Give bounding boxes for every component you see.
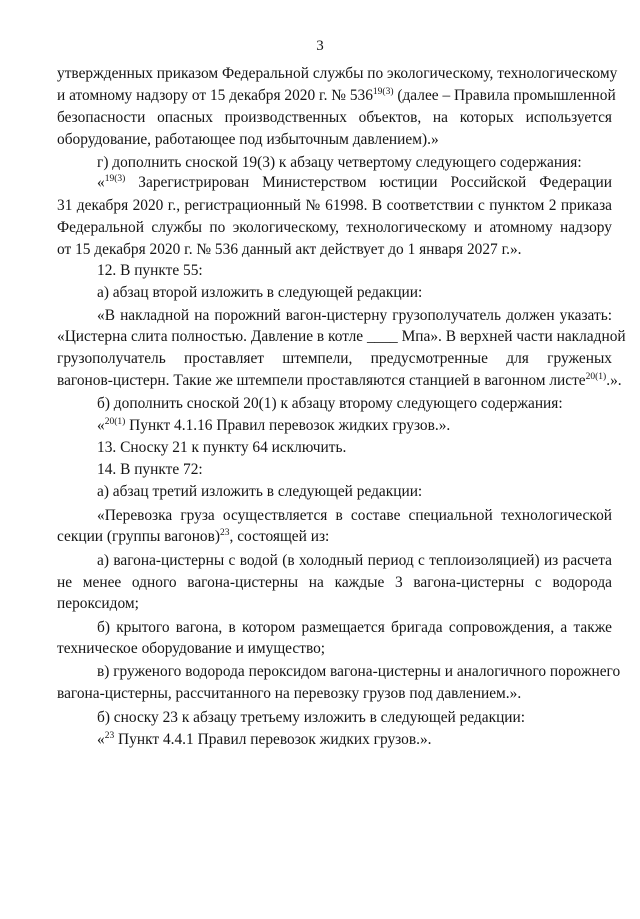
text-line <box>57 684 612 704</box>
text-run: безопасности опасных производственных объектов, на которых используется <box>57 109 612 126</box>
text-line <box>97 482 612 502</box>
text-run: а) абзац второй изложить в следующей редакции: <box>97 284 423 301</box>
text-run: Федеральной службы по экологическому, технологическому и атомному надзору <box>57 219 612 236</box>
footnote-marker: 20(1) <box>104 417 126 427</box>
text-run: оборудование, работающее под избыточным давлением).» <box>57 131 439 148</box>
text-line <box>97 460 612 480</box>
text-line <box>57 240 612 260</box>
text-line <box>97 283 612 303</box>
text-run: 13. Сноску 21 к пункту 64 исключить. <box>97 439 347 456</box>
text-line <box>57 639 612 659</box>
text-run: секции (группы вагонов) <box>57 528 221 545</box>
footnote-marker: 23 <box>220 528 230 538</box>
text-run: Зарегистрирован Министерством юстиции Российской Федерации <box>125 174 612 191</box>
text-run: от 15 декабря 2020 г. № 536 данный акт действует до 1 января 2027 г.». <box>57 241 522 258</box>
text-run: грузополучатель проставляет штемпели, предусмотренные для груженых <box>57 350 612 367</box>
text-run: вагона-цистерны, рассчитанного на перевозку грузов под давлением.». <box>57 685 522 702</box>
text-run: б) сноску 23 к абзацу третьему изложить в следующей редакции: <box>97 709 526 726</box>
text-line <box>57 371 622 391</box>
footnote-marker: 19(3) <box>372 87 394 97</box>
text-line <box>97 506 612 526</box>
text-line <box>57 573 612 593</box>
text-line <box>57 130 612 150</box>
text-run: 14. В пункте 72: <box>97 461 203 478</box>
text-line <box>97 394 612 414</box>
text-run: «В накладной на порожний вагон-цистерну грузополучатель должен указать: <box>97 307 612 324</box>
text-run: .». <box>606 372 622 389</box>
text-run: 31 декабря 2020 г., регистрационный № 61998. В соответствии с пунктом 2 приказа <box>57 197 612 214</box>
text-run: « <box>97 731 105 748</box>
text-line <box>97 730 612 750</box>
text-run: (далее – Правила промышленной <box>393 87 616 104</box>
text-run: и атомному надзору от 15 декабря 2020 г. № 536 <box>57 87 373 104</box>
text-run: 12. В пункте 55: <box>97 262 203 279</box>
text-run: пероксидом; <box>57 595 139 612</box>
text-run: б) крытого вагона, в котором размещается бригада сопровождения, а также <box>97 619 612 636</box>
footnote-marker: 20(1) <box>585 372 607 382</box>
text-run: б) дополнить сноской 20(1) к абзацу второму следующего содержания: <box>97 395 563 412</box>
text-line <box>97 173 612 193</box>
text-line <box>57 327 626 347</box>
text-run: « <box>97 417 105 434</box>
text-run: а) вагона-цистерны с водой (в холодный период с теплоизоляцией) из расчета <box>97 552 612 569</box>
text-line <box>57 527 612 547</box>
footnote-marker: 23 <box>104 731 115 741</box>
text-line <box>57 196 612 216</box>
text-run: «Цистерна слита полностью. Давление в котле ____ Мпа». В верхней части накладной <box>57 328 626 345</box>
text-line <box>97 153 612 173</box>
text-run: утвержденных приказом Федеральной службы по экологическому, технологическому <box>57 65 618 82</box>
text-line <box>57 349 612 369</box>
text-line <box>97 551 612 571</box>
text-line <box>57 108 612 128</box>
text-line <box>57 64 618 84</box>
text-line <box>57 86 616 106</box>
text-line <box>97 618 612 638</box>
page-number: 3 <box>316 38 324 54</box>
text-run: « <box>97 174 105 191</box>
text-line <box>57 594 612 614</box>
text-run: а) абзац третий изложить в следующей редакции: <box>97 483 423 500</box>
text-run: вагонов-цистерн. Такие же штемпели проставляются станцией в вагонном листе <box>57 372 586 389</box>
text-run: техническое оборудование и имущество; <box>57 640 326 657</box>
text-line <box>57 218 612 238</box>
text-run: «Перевозка груза осуществляется в составе специальной технологической <box>97 507 612 524</box>
text-run: Пункт 4.4.1 Правил перевозок жидких грузов.». <box>114 731 432 748</box>
text-run: в) груженого водорода пероксидом вагона-цистерны и аналогичного порожнего <box>97 663 621 680</box>
text-run: не менее одного вагона-цистерны на каждые 3 вагона-цистерны с водорода <box>57 574 612 591</box>
text-line <box>97 306 612 326</box>
text-run: г) дополнить сноской 19(3) к абзацу четвертому следующего содержания: <box>97 154 582 171</box>
footnote-marker: 19(3) <box>104 174 126 184</box>
text-line <box>97 662 621 682</box>
text-line <box>97 708 612 728</box>
text-line <box>97 261 612 281</box>
text-line <box>97 438 612 458</box>
text-run: Пункт 4.1.16 Правил перевозок жидких грузов.». <box>125 417 451 434</box>
text-run: , состоящей из: <box>229 528 330 545</box>
text-line <box>97 416 612 436</box>
